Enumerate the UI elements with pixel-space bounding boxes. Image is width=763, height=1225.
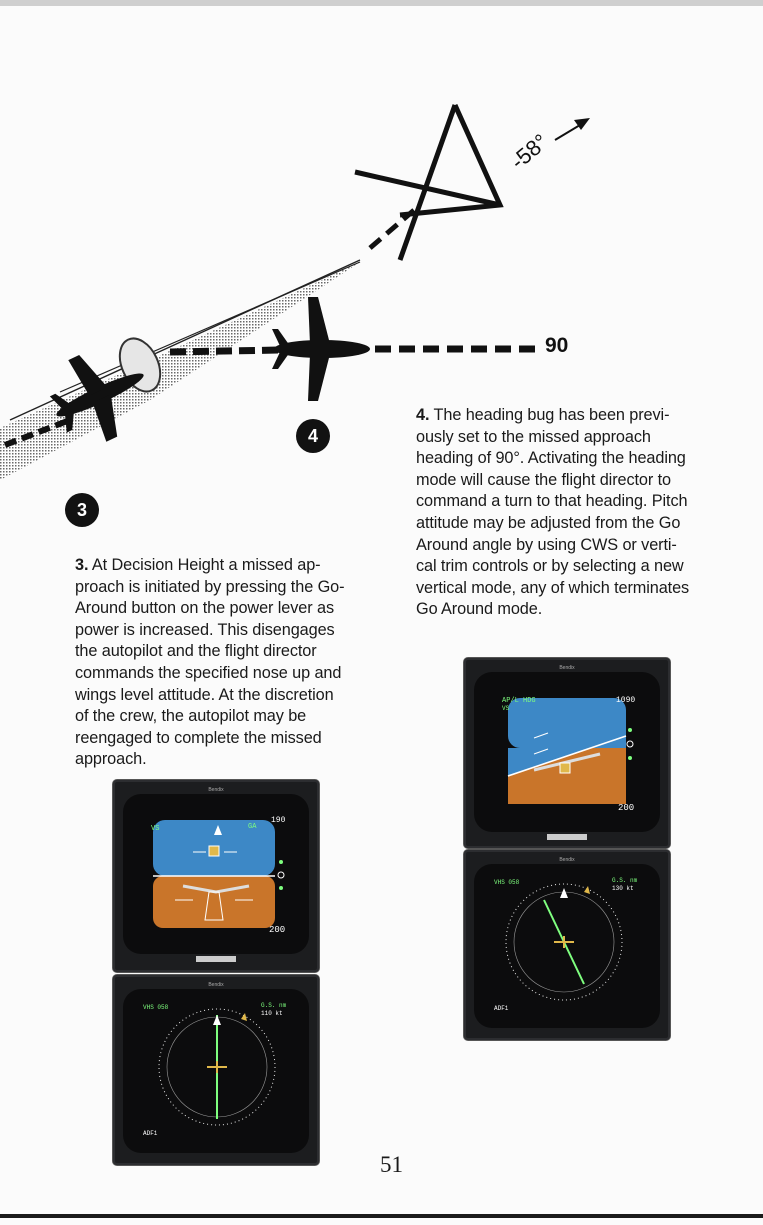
right-adi-instrument	[464, 658, 670, 848]
right-hsi-nav: VHS 058	[494, 879, 520, 886]
step-4-line: Go Around mode.	[416, 600, 543, 619]
step-3-line: power is increased. This disengages	[75, 620, 335, 639]
left-adi-instrument	[113, 780, 319, 972]
right-adi-mode-left: AP/L HDG	[502, 697, 536, 705]
step-3-line: 3. At Decision Height a missed ap-	[75, 556, 321, 574]
step-4-line: command a turn to that heading. Pitch	[416, 492, 688, 511]
step-4-line: heading of 90°. Activating the heading	[416, 449, 686, 468]
left-hsi-right-bottom: 110 kt	[261, 1010, 283, 1017]
step-3-line: wings level attitude. At the discretion	[75, 685, 334, 704]
right-adi-brand: Bendix	[559, 665, 575, 671]
right-hsi-instrument	[464, 850, 670, 1040]
step-4-text	[416, 405, 736, 621]
right-adi-alt-bottom: 200	[618, 803, 635, 813]
right-hsi-right-top: G.S. nm	[612, 877, 638, 884]
left-adi-brand: Bendix	[208, 787, 224, 793]
left-hsi-right-top: G.S. nm	[261, 1002, 287, 1009]
step-4-line: attitude may be adjusted from the Go	[416, 513, 681, 532]
left-hsi-nav: VHS 058	[143, 1004, 169, 1011]
step-3-line: proach is initiated by pressing the Go-	[75, 577, 345, 596]
left-hsi-bottom-left: ADF1	[143, 1130, 158, 1137]
step-4-number: 4.	[416, 406, 430, 424]
step-3-text	[75, 555, 395, 771]
right-hsi-right-bottom: 130 kt	[612, 885, 634, 892]
step-3-line: commands the specified nose up and	[75, 663, 342, 682]
right-adi-mode-sub: VS	[502, 705, 510, 712]
step-4-line: vertical mode, any of which terminates	[416, 578, 690, 597]
right-hsi-brand: Bendix	[559, 857, 575, 863]
step-3-line: Around button on the power lever as	[75, 599, 334, 618]
page-number: 51	[380, 1152, 403, 1177]
step-4-line: Around angle by using CWS or verti-	[416, 535, 677, 554]
step-4-line: cal trim controls or by selecting a new	[416, 557, 684, 576]
step-4-line: ously set to the missed approach	[416, 427, 651, 446]
aircraft-4	[272, 297, 370, 401]
page-bottom-rule	[0, 1214, 763, 1218]
step-4-line: mode will cause the flight director to	[416, 470, 672, 489]
step-4-badge: 4	[296, 419, 330, 453]
heading-90-label: 90	[545, 334, 569, 357]
step-3-badge: 3	[65, 493, 99, 527]
step-3-line: approach.	[75, 750, 147, 769]
step-3-number: 3.	[75, 556, 89, 574]
left-adi-alt-bottom: 200	[269, 925, 286, 935]
step-3-line: of the crew, the autopilot may be	[75, 707, 307, 726]
left-hsi-brand: Bendix	[208, 982, 224, 988]
right-adi-alt-top: 1090	[616, 696, 636, 705]
right-hsi-bottom-left: ADF1	[494, 1005, 509, 1012]
left-adi-alt-top: 190	[271, 816, 286, 825]
left-hsi-instrument	[113, 975, 319, 1165]
left-adi-mode-left: VS	[151, 825, 160, 833]
step-3-line: reengaged to complete the missed	[75, 728, 322, 747]
step-4-line: 4. The heading bug has been previ-	[416, 406, 670, 424]
step-3-line: the autopilot and the flight director	[75, 642, 317, 661]
left-adi-mode-right: GA	[248, 823, 257, 831]
turn-angle-label: -58°	[505, 128, 553, 175]
